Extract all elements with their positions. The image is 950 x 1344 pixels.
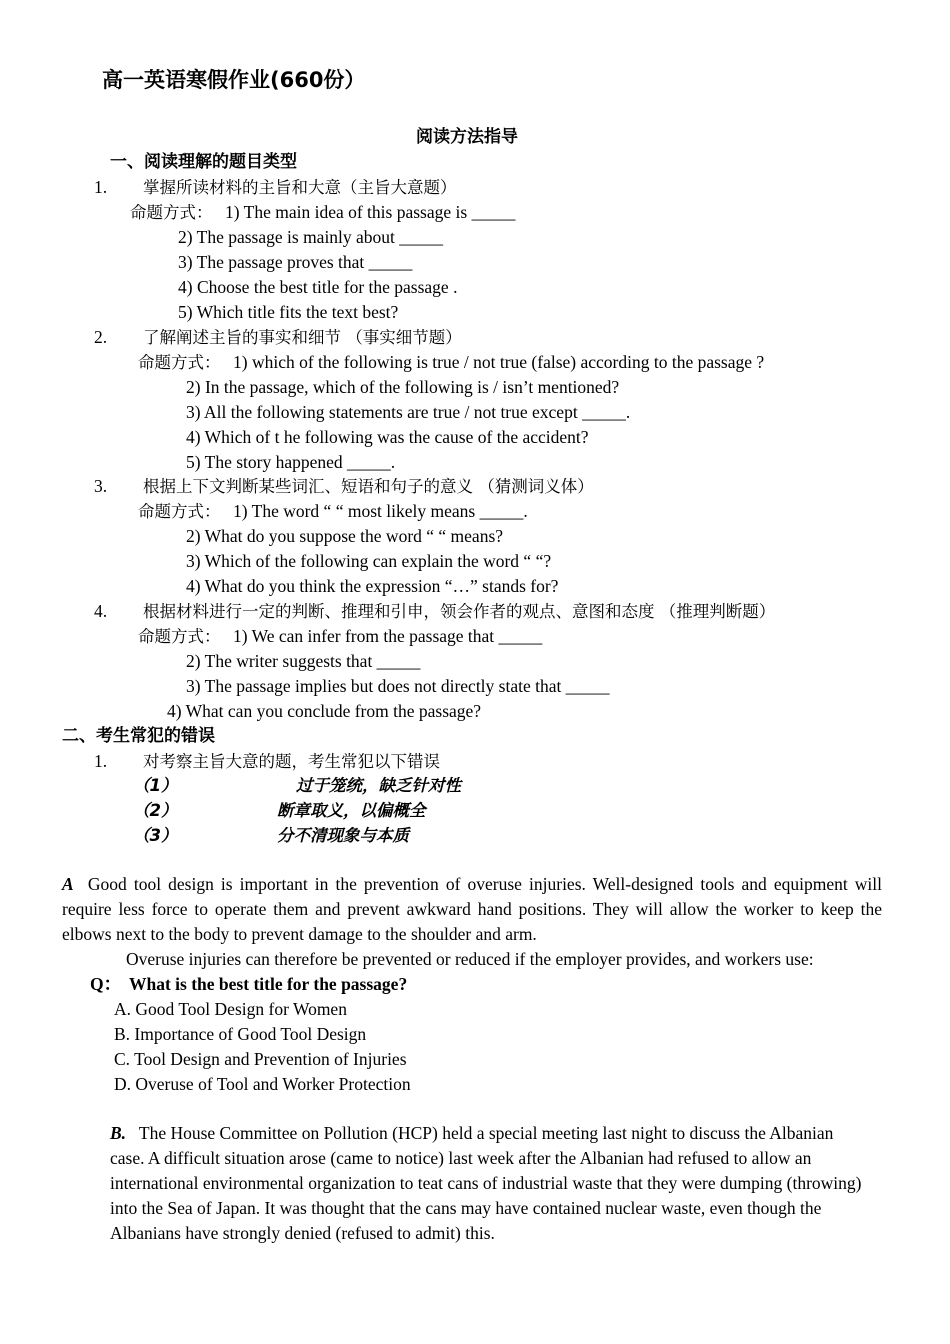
item3-lead: 命题方式：	[138, 502, 221, 521]
item2-lead: 命题方式：	[138, 353, 221, 372]
item4-q3: 3) The passage implies but does not directly state that _____	[186, 676, 610, 696]
passage-a-question-label: Q：	[90, 974, 122, 994]
option-b: B. Importance of Good Tool Design	[114, 1024, 367, 1044]
passage-b-text: The House Committee on Pollution (HCP) held a special meeting last night to discuss the Albanian case. A difficult situation arose (came to notice) last week after the Albanian had refused to allow an international environmental organization to teat cans of industrial waste that they were dumping (throwing) into the Sea of Japan. It was thought that the cans may have contained nuclear waste, even though the Albanians have strongly denied (refused to admit) this.	[110, 1123, 862, 1243]
passage-a	[62, 872, 882, 947]
item4-q1: 1) We can infer from the passage that _____	[233, 626, 543, 646]
item3-text: 根据上下文判断某些词汇、短语和句子的意义 （猜测词义体）	[143, 477, 594, 496]
item3-q1: 1) The word “ “ most likely means _____.	[233, 501, 528, 521]
section2-heading: 二、考生常犯的错误	[62, 726, 215, 746]
item2-q5: 5) The story happened _____.	[186, 452, 396, 472]
passage-b-label: B.	[110, 1123, 127, 1143]
passage-b	[110, 1121, 872, 1246]
item1-q5: 5) Which title fits the text best?	[178, 302, 399, 322]
error1-label: （1）	[133, 776, 178, 795]
error2-text: 断章取义，以偏概全	[277, 801, 426, 820]
item1-q4: 4) Choose the best title for the passage .	[178, 277, 458, 297]
error1-text: 过于笼统，缺乏针对性	[296, 776, 461, 795]
item3-number: 3.	[94, 476, 108, 496]
item2-q1: 1) which of the following is true / not true (false) according to the passage ?	[233, 352, 765, 372]
item4-text: 根据材料进行一定的判断、推理和引申，领会作者的观点、意图和态度 （推理判断题）	[143, 602, 776, 621]
document-title: 高一英语寒假作业(660份）	[102, 68, 366, 92]
option-a: A. Good Tool Design for Women	[114, 999, 347, 1019]
option-d: D. Overuse of Tool and Worker Protection	[114, 1074, 411, 1094]
item4-lead: 命题方式：	[138, 627, 221, 646]
passage-a-text: Good tool design is important in the prevention of overuse injuries. Well-designed tools and equipment will require less force to operate them and prevent awkward hand positions. They will allow the worker to keep the elbows next to the body to prevent damage to the shoulder and arm.	[62, 874, 883, 944]
item2-q4: 4) Which of t he following was the cause of the accident?	[186, 427, 589, 447]
error2-label: （2）	[133, 801, 178, 820]
passage-a-label: A	[62, 874, 74, 894]
item1-q1: 1) The main idea of this passage is _____	[225, 202, 516, 222]
item2-number: 2.	[94, 327, 108, 347]
passage-a-text2: Overuse injuries can therefore be prevented or reduced if the employer provides, and workers use:	[126, 949, 814, 969]
item1-lead: 命题方式：	[130, 203, 213, 222]
option-c: C. Tool Design and Prevention of Injuries	[114, 1049, 407, 1069]
item1-number: 1.	[94, 177, 108, 197]
error3-text: 分不清现象与本质	[277, 826, 409, 845]
item1-text: 掌握所读材料的主旨和大意（主旨大意题）	[143, 178, 457, 197]
item4-q2: 2) The writer suggests that _____	[186, 651, 421, 671]
item1-q2: 2) The passage is mainly about _____	[178, 227, 444, 247]
section2-item-number: 1.	[94, 751, 108, 771]
item3-q2: 2) What do you suppose the word “ “ means?	[186, 526, 504, 546]
item3-q3: 3) Which of the following can explain the word “ “?	[186, 551, 552, 571]
guide-title: 阅读方法指导	[416, 127, 518, 147]
item4-number: 4.	[94, 601, 108, 621]
item4-q4: 4) What can you conclude from the passage?	[167, 701, 482, 721]
item1-q3: 3) The passage proves that _____	[178, 252, 413, 272]
item2-text: 了解阐述主旨的事实和细节 （事实细节题）	[143, 328, 462, 347]
passage-a-question: What is the best title for the passage?	[129, 974, 408, 994]
section1-heading: 一、阅读理解的题目类型	[110, 152, 297, 172]
error3-label: （3）	[133, 826, 178, 845]
item3-q4: 4) What do you think the expression “…” stands for?	[186, 576, 559, 596]
item2-q3: 3) All the following statements are true / not true except _____.	[186, 402, 631, 422]
item2-q2: 2) In the passage, which of the following is / isn’t mentioned?	[186, 377, 620, 397]
section2-item-text: 对考察主旨大意的题，考生常犯以下错误	[143, 752, 440, 771]
